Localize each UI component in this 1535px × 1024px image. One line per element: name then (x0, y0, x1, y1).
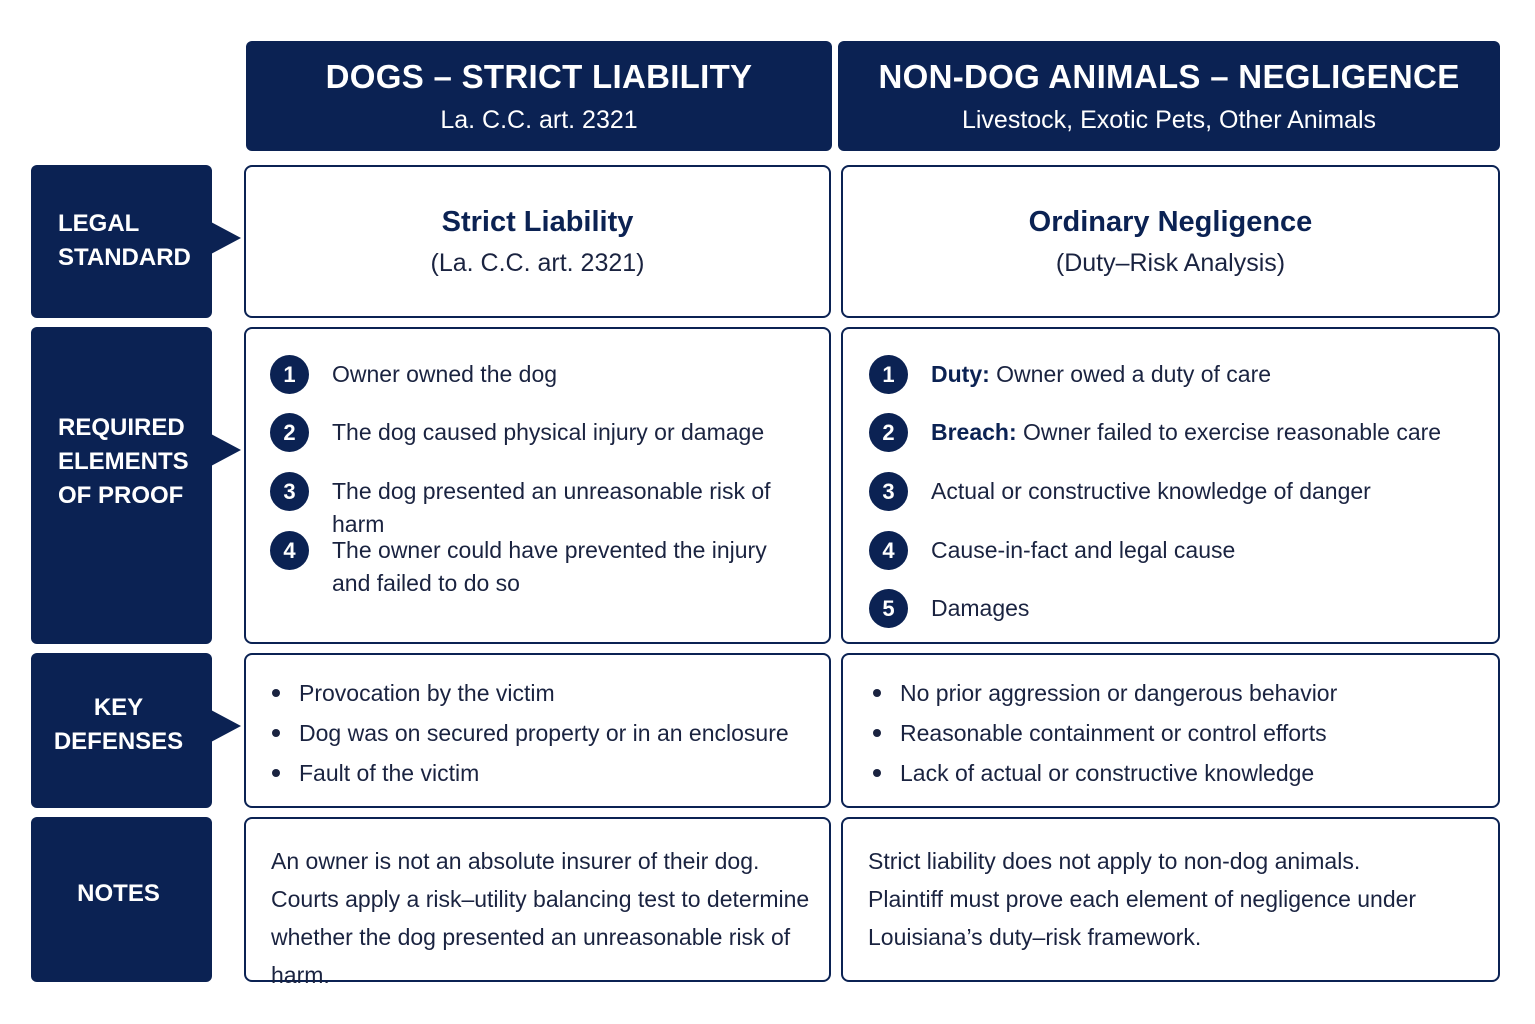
list-item: Provocation by the victim (270, 678, 789, 718)
note-line: whether the dog presented an unreasonable risk of harm. (271, 924, 791, 988)
dogs-element-item (270, 358, 557, 394)
number-badge: 2 (869, 413, 908, 452)
row-label-line: STANDARD (58, 244, 191, 271)
note-line: Strict liability does not apply to non-dog animals. (868, 848, 1361, 874)
dogs-defenses-cell (244, 653, 831, 808)
dogs-notes-cell (244, 817, 831, 988)
nondogs-element-item (869, 416, 1441, 452)
arrow-right-icon (211, 222, 241, 254)
note-line: Plaintiff must prove each element of negligence under (868, 886, 1417, 912)
row-label-line: REQUIRED (58, 414, 185, 441)
number-badge: 4 (869, 531, 908, 570)
list-item: Fault of the victim (270, 758, 789, 798)
row-label-elements-of-proof (31, 327, 212, 644)
element-text: Duty: Owner owed a duty of care (931, 361, 1272, 387)
nondogs-standard-title: Ordinary Negligence (1028, 205, 1313, 238)
element-text: The owner could have prevented the injury and failed to do so (332, 537, 767, 596)
nondogs-notes-cell (841, 817, 1500, 982)
dogs-element-item (270, 416, 764, 452)
nondogs-defenses-cell (841, 653, 1500, 808)
row-label-notes (31, 817, 212, 982)
nondogs-element-item (869, 592, 1029, 628)
nondogs-element-item (869, 475, 1371, 511)
nondogs-element-item (869, 534, 1235, 570)
number-badge: 2 (270, 413, 309, 452)
dogs-column-header (246, 41, 832, 151)
list-item: Lack of actual or constructive knowledge (871, 758, 1337, 798)
nondogs-column-title: NON-DOG ANIMALS – NEGLIGENCE (878, 57, 1460, 95)
row-label-line: NOTES (77, 880, 160, 907)
arrow-right-icon (211, 434, 241, 466)
number-badge: 4 (270, 531, 309, 570)
number-badge: 1 (270, 355, 309, 394)
row-label-line: DEFENSES (53, 728, 184, 755)
nondogs-column-header (838, 41, 1500, 151)
dogs-standard-subtitle: (La. C.C. art. 2321) (430, 248, 645, 277)
list-item: No prior aggression or dangerous behavior (871, 678, 1337, 718)
row-label-line: KEY (93, 694, 144, 721)
dogs-standard-title: Strict Liability (441, 205, 634, 238)
dogs-defenses-list (270, 678, 789, 798)
element-text: Damages (931, 595, 1030, 621)
nondogs-legal-standard-cell (841, 165, 1500, 318)
dogs-column-subtitle: La. C.C. art. 2321 (440, 105, 638, 134)
note-line: Courts apply a risk–utility balancing test to determine (271, 886, 810, 912)
row-label-line: ELEMENTS (58, 448, 189, 475)
number-badge: 3 (869, 472, 908, 511)
dogs-element-item (270, 475, 829, 541)
arrow-right-icon (211, 710, 241, 742)
element-text: Actual or constructive knowledge of danger (931, 478, 1371, 504)
row-label-line: LEGAL (58, 210, 140, 237)
dogs-element-item (270, 534, 767, 600)
row-label-legal-standard (31, 165, 212, 318)
number-badge: 3 (270, 472, 309, 511)
number-badge: 5 (869, 589, 908, 628)
list-item: Reasonable containment or control efforts (871, 718, 1337, 758)
row-label-line: OF PROOF (58, 482, 184, 509)
element-text: Breach: Owner failed to exercise reasonable care (931, 419, 1442, 445)
dogs-legal-standard-cell (244, 165, 831, 318)
nondogs-notes-text (868, 842, 1416, 956)
dogs-notes-text (271, 842, 829, 994)
nondogs-defenses-list (871, 678, 1337, 798)
nondogs-standard-subtitle: (Duty–Risk Analysis) (1055, 248, 1286, 277)
row-label-key-defenses (31, 653, 212, 808)
note-line: Louisiana’s duty–risk framework. (868, 924, 1202, 950)
dogs-elements-cell (244, 327, 831, 644)
nondogs-element-item (869, 358, 1271, 394)
element-text: Cause-in-fact and legal cause (931, 537, 1236, 563)
nondogs-column-subtitle: Livestock, Exotic Pets, Other Animals (961, 105, 1377, 134)
element-text: Owner owned the dog (332, 361, 558, 387)
element-text: The dog caused physical injury or damage (332, 419, 765, 445)
nondogs-elements-cell (841, 327, 1500, 644)
list-item: Dog was on secured property or in an enclosure (270, 718, 789, 758)
note-line: An owner is not an absolute insurer of their dog. (271, 848, 760, 874)
number-badge: 1 (869, 355, 908, 394)
dogs-column-title: DOGS – STRICT LIABILITY (325, 57, 753, 95)
element-text: The dog presented an unreasonable risk of harm (332, 478, 771, 537)
